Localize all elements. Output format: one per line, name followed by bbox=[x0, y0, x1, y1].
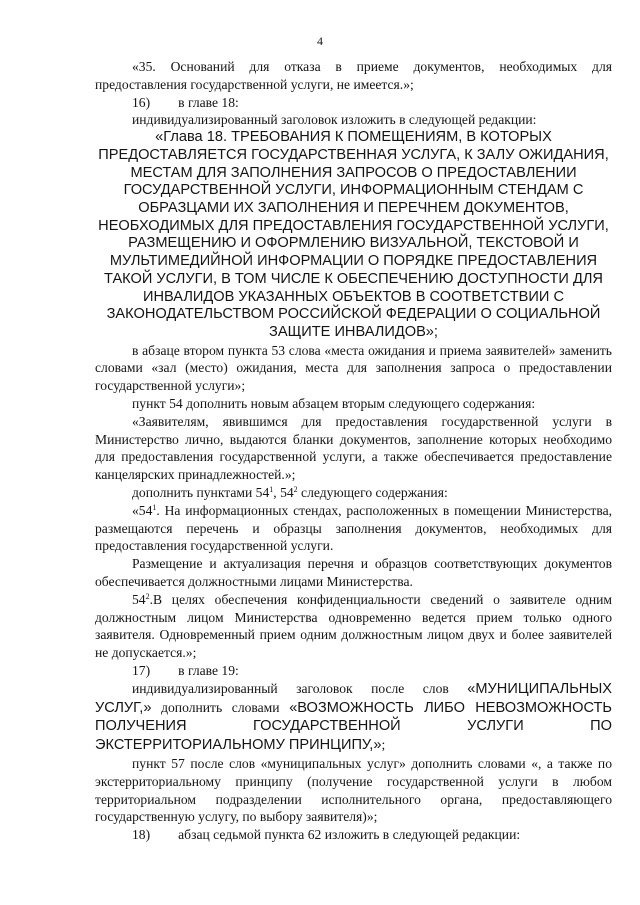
superscript: 1 bbox=[269, 485, 274, 494]
list-item-18 bbox=[95, 826, 612, 844]
superscript: 2 bbox=[145, 591, 150, 601]
chapter-18-title: «Глава 18. ТРЕБОВАНИЯ К ПОМЕЩЕНИЯМ, В КОТОРЫХ ПРЕДОСТАВЛЯЕТСЯ ГОСУДАРСТВЕННАЯ УСЛУГА, К ЗАЛУ ОЖИДАНИЯ, МЕСТАМ ДЛЯ ЗАПОЛНЕНИЯ ЗАПРОСОВ О ПРЕДОСТАВЛЕНИИ ГОСУДАРСТВЕННОЙ УСЛУГИ, ИНФОРМАЦИОННЫМ СТЕНДАМ С ОБРАЗЦАМИ ИХ ЗАПОЛНЕНИЯ И ПЕРЕЧНЕМ ДОКУМЕНТОВ, НЕОБХОДИМЫХ ДЛЯ ПРЕДОСТАВЛЕНИЯ ГОСУДАРСТВЕННОЙ УСЛУГИ, РАЗМЕЩЕНИЮ И ОФОРМЛЕНИЮ ВИЗУАЛЬНОЙ, ТЕКСТОВОЙ И МУЛЬТИМЕДИЙНОЙ ИНФОРМАЦИИ О ПОРЯДКЕ ПРЕДОСТАВЛЕНИЯ ТАКОЙ УСЛУГИ, В ТОМ ЧИСЛЕ К ОБЕСПЕЧЕНИЮ ДОСТУПНОСТИ ДЛЯ ИНВАЛИДОВ УКАЗАННЫХ ОБЪЕКТОВ В СООТВЕТСТВИИ С ЗАКОНОДАТЕЛЬСТВОМ РОССИЙСКОЙ ФЕДЕРАЦИИ О СОЦИАЛЬНОЙ ЗАЩИТЕ ИНВАЛИДОВ»; bbox=[98, 129, 609, 340]
list-item-number: 17) bbox=[132, 662, 151, 678]
list-item-16 bbox=[95, 94, 612, 112]
paragraph-53: в абзаце втором пункта 53 слова «места ожидания и приема заявителей» заменить словами «зал (место) ожидания, места для заполнения запроса о предоставлении государственной услуги»; bbox=[95, 342, 612, 394]
list-item-17 bbox=[95, 662, 612, 680]
list-item-text: в главе 18: bbox=[178, 94, 239, 110]
paragraph-35: «35. Оснований для отказа в приеме документов, необходимых для предоставления государственной услуги, не имеется.»; bbox=[95, 59, 612, 92]
paragraph-54-intro: пункт 54 дополнить новым абзацем вторым следующего содержания: bbox=[132, 396, 536, 412]
superscript: 2 bbox=[293, 485, 298, 494]
list-item-text: в главе 19: bbox=[178, 662, 239, 678]
paragraph-54-1-continued: Размещение и актуализация перечня и образцов соответствующих документов обеспечивается должностными лицами Министерства. bbox=[95, 556, 612, 589]
paragraph-54-1: «$54^1$. На информационных стендах, расположенных в помещении Министерства, размещаются перечень и образцы заполнения документов, необходимых для предоставления государственной услуги. bbox=[95, 502, 612, 554]
list-item-number: 16) bbox=[132, 94, 151, 110]
list-item-number: 18) bbox=[132, 827, 151, 843]
superscript: 1 bbox=[152, 502, 157, 512]
paragraph-57: пункт 57 после слов «муниципальных услуг» дополнить словами «, а также по экстерриториальному принципу (получение государственной услуги в любом территориальном подразделении исполнительного органа, предоставляющего государственную услугу, по выбору заявителя)»; bbox=[95, 755, 612, 825]
document-body bbox=[95, 58, 612, 844]
paragraph-chapter-19: индивидуализированный заголовок после слов «МУНИЦИПАЛЬНЫХ УСЛУГ,» дополнить словами «ВОЗМОЖНОСТЬ ЛИБО НЕВОЗМОЖНОСТЬ ПОЛУЧЕНИЯ ГОСУДАРСТВЕННОЙ УСЛУГИ ПО ЭКСТЕРРИТОРИАЛЬНОМУ ПРИНЦИПУ,»; bbox=[95, 680, 612, 754]
page-number: 4 bbox=[317, 34, 323, 48]
paragraph-heading-intro: индивидуализированный заголовок изложить в следующей редакции: bbox=[132, 112, 537, 128]
paragraph-54-2: $54^2.В$ целях обеспечения конфиденциальности сведений о заявителе одним должностным лицом Министерства одновременно ведется прием только одного заявителя. Одновременный прием одним должностным лицом двух и более заявителей не допускается.»; bbox=[95, 591, 612, 661]
paragraph-54x-intro: дополнить пунктами $54^1$, $54^2$ следующего содержания: bbox=[132, 485, 448, 500]
list-item-text: абзац седьмой пункта 62 изложить в следующей редакции: bbox=[178, 827, 521, 843]
paragraph-54-text: «Заявителям, явившимся для предоставления государственной услуги в Министерство лично, выдаются бланки документов, заполнение которых необходимо для предоставления государственной услуги, а также обеспечивается предоставление канцелярских принадлежностей.»; bbox=[95, 413, 612, 483]
